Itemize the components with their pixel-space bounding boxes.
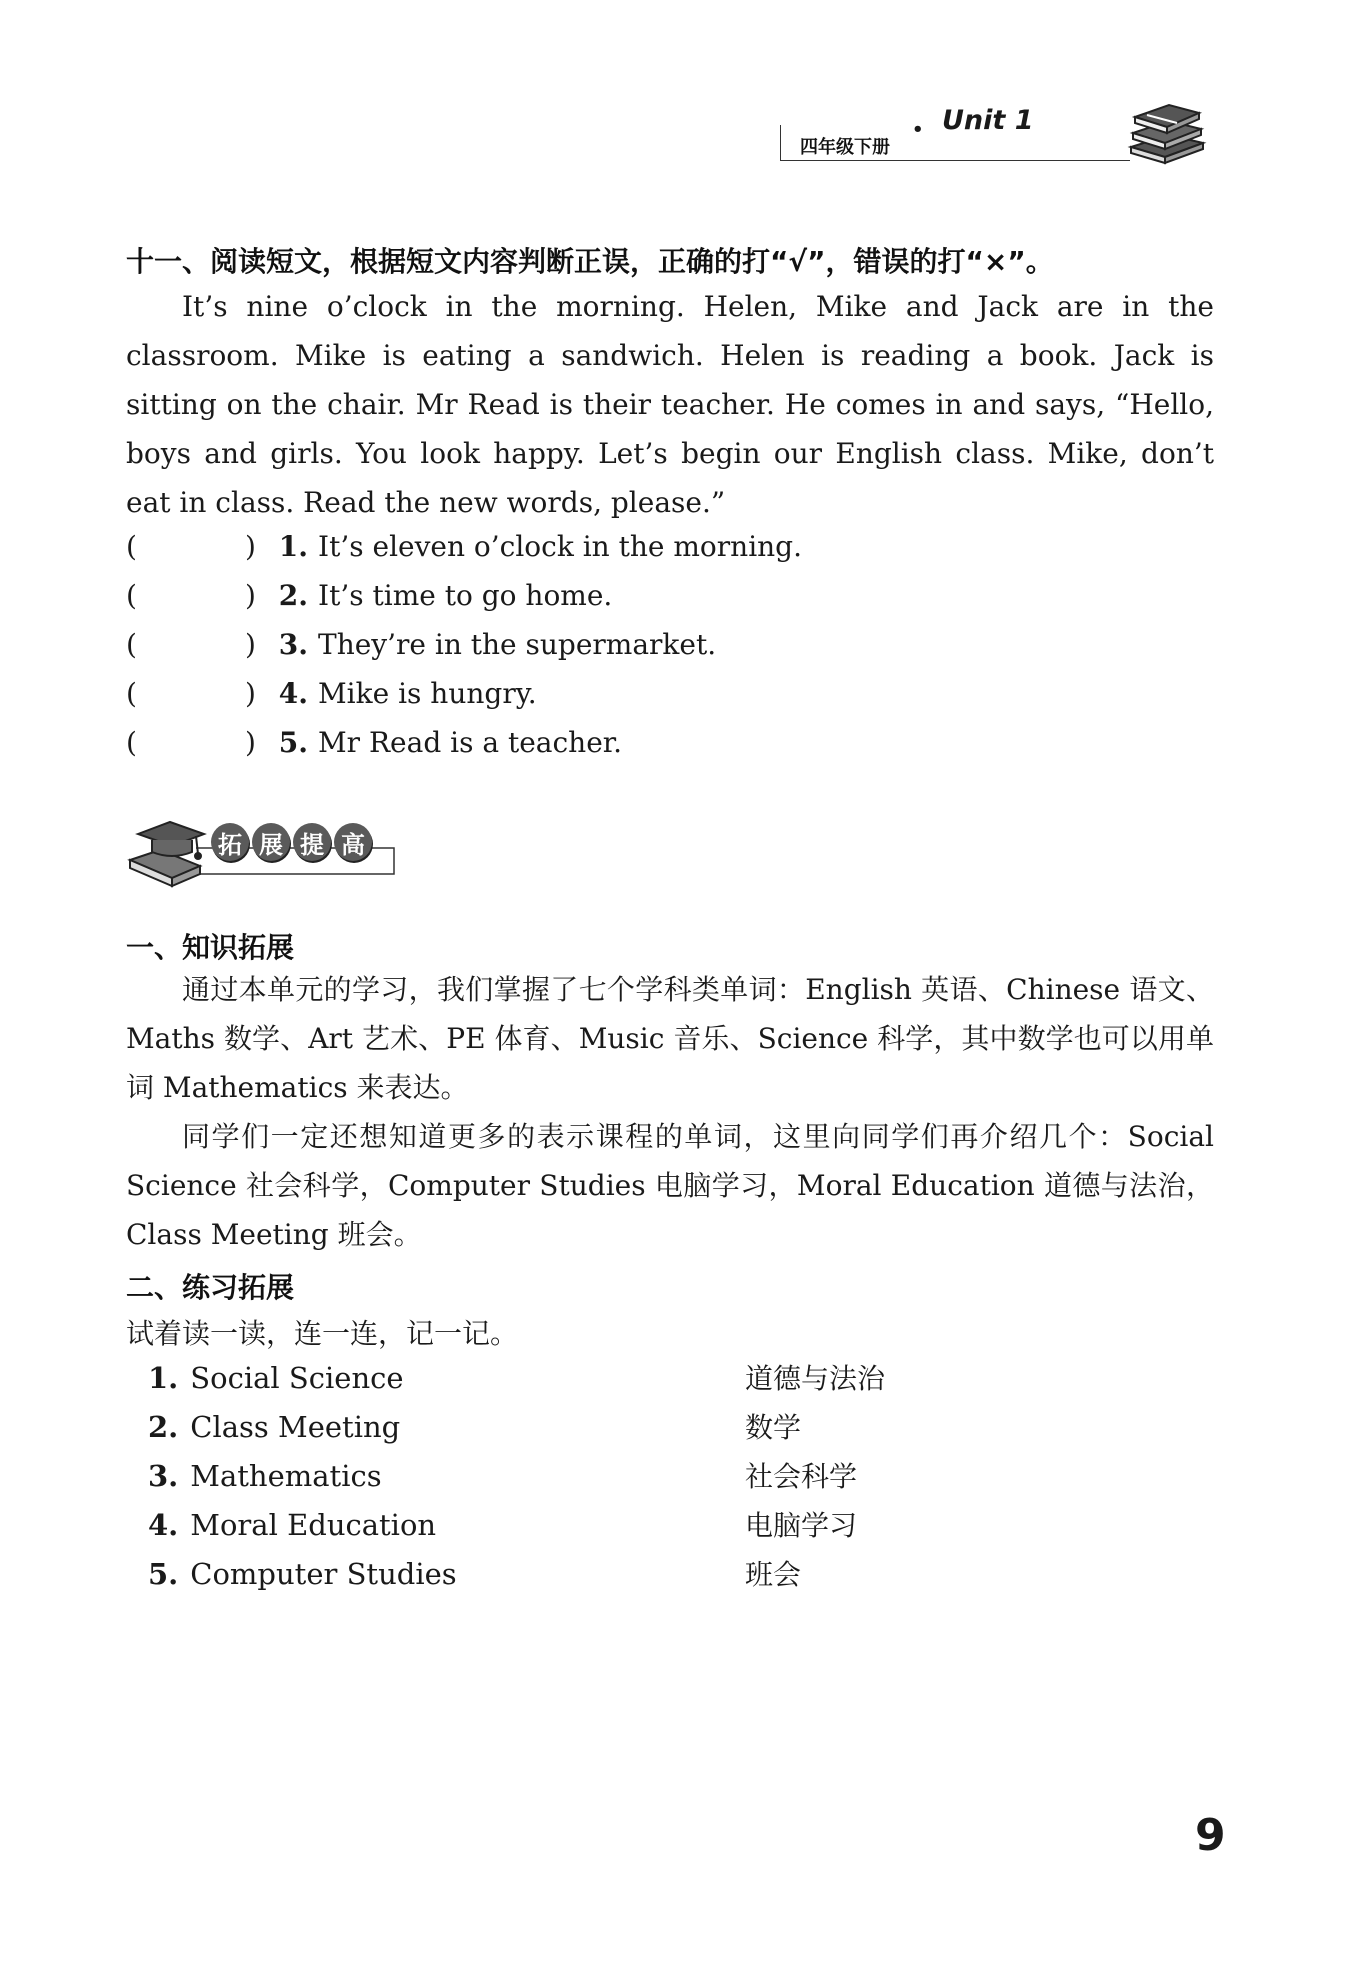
question-text: It’s eleven o’clock in the morning.: [318, 530, 802, 563]
match-left-4[interactable]: [148, 1508, 436, 1542]
banner-char: 展: [252, 823, 290, 861]
question-number: 4.: [278, 677, 309, 710]
knowledge-text-1: 通过本单元的学习，我们掌握了七个学科类单词：English 英语、Chinese 语文、Maths 数学、Art 艺术、PE 体育、Music 音乐、Science 科学，其中数学也可以用单词 Mathematics 来表达。: [126, 973, 1214, 1104]
banner-char: 拓: [211, 823, 249, 861]
answer-blank-close: ): [244, 579, 256, 612]
extension-banner: [126, 810, 406, 890]
banner-title: [211, 823, 372, 861]
match-right-3[interactable]: 社会科学: [745, 1460, 858, 1493]
answer-blank-open: (: [126, 579, 137, 612]
match-term: Mathematics: [190, 1459, 382, 1493]
question-2: [126, 579, 612, 612]
knowledge-text-2: 同学们一定还想知道更多的表示课程的单词，这里向同学们再介绍几个：Social Science 社会科学，Computer Studies 电脑学习，Moral Education 道德与法治，Class Meeting 班会。: [126, 1120, 1214, 1251]
match-left-5[interactable]: [148, 1557, 457, 1591]
page-header: [780, 95, 1210, 175]
header-rule: [780, 160, 1130, 161]
section-11-title: 十一、阅读短文，根据短文内容判断正误，正确的打“√”，错误的打“×”。: [126, 245, 1054, 278]
passage-text: It’s nine o’clock in the morning. Helen, Mike and Jack are in the classroom. Mike is eating a sandwich. Helen is reading a book. Jack is sitting on the chair. Mr Read is their teacher. He comes in and says, “Hello, boys and girls. You look happy. Let’s begin our English class. Mike, don’t eat in class. Read the new words, please.”: [126, 290, 1214, 519]
match-left-3[interactable]: [148, 1459, 382, 1493]
match-term: Computer Studies: [190, 1557, 457, 1591]
banner-char: 高: [334, 823, 372, 861]
question-text: Mr Read is a teacher.: [318, 726, 622, 759]
reading-passage: [126, 282, 1214, 527]
answer-blank-open: (: [126, 677, 137, 710]
question-5: [126, 726, 622, 759]
match-right-4[interactable]: 电脑学习: [745, 1509, 858, 1542]
grade-label: 四年级下册: [800, 137, 890, 158]
answer-blank-close: ): [244, 726, 256, 759]
question-number: 1.: [278, 530, 309, 563]
match-right-2[interactable]: 数学: [745, 1411, 802, 1444]
question-3: [126, 628, 716, 661]
answer-blank-open: (: [126, 628, 137, 661]
match-term: Class Meeting: [190, 1410, 401, 1444]
question-4: [126, 677, 537, 710]
question-number: 2.: [278, 579, 309, 612]
knowledge-paragraph-1: [126, 965, 1214, 1112]
question-1: [126, 530, 802, 563]
match-term: Social Science: [190, 1361, 404, 1395]
match-right-5[interactable]: 班会: [745, 1558, 802, 1591]
unit-label: Unit 1: [942, 105, 1034, 136]
answer-blank-open: (: [126, 530, 137, 563]
match-left-2[interactable]: [148, 1410, 400, 1444]
match-number: 4.: [148, 1508, 179, 1542]
header-dot: •: [912, 119, 924, 140]
page-number: 9: [1195, 1810, 1226, 1861]
banner-char: 提: [293, 823, 331, 861]
question-text: It’s time to go home.: [318, 579, 613, 612]
knowledge-title: 一、知识拓展: [126, 931, 295, 964]
match-number: 2.: [148, 1410, 179, 1444]
question-number: 3.: [278, 628, 309, 661]
knowledge-paragraph-2: [126, 1112, 1214, 1259]
answer-blank-open: (: [126, 726, 137, 759]
books-icon: [1125, 95, 1207, 165]
question-text: Mike is hungry.: [318, 677, 537, 710]
match-number: 1.: [148, 1361, 179, 1395]
match-right-1[interactable]: 道德与法治: [745, 1362, 886, 1395]
match-term: Moral Education: [190, 1508, 437, 1542]
practice-title: 二、练习拓展: [126, 1271, 295, 1304]
match-number: 3.: [148, 1459, 179, 1493]
practice-instruction: 试着读一读，连一连，记一记。: [126, 1317, 519, 1350]
header-divider: [780, 125, 781, 161]
answer-blank-close: ): [244, 530, 256, 563]
match-number: 5.: [148, 1557, 179, 1591]
question-text: They’re in the supermarket.: [318, 628, 717, 661]
answer-blank-close: ): [244, 677, 256, 710]
answer-blank-close: ): [244, 628, 256, 661]
match-left-1[interactable]: [148, 1361, 404, 1395]
question-number: 5.: [278, 726, 309, 759]
